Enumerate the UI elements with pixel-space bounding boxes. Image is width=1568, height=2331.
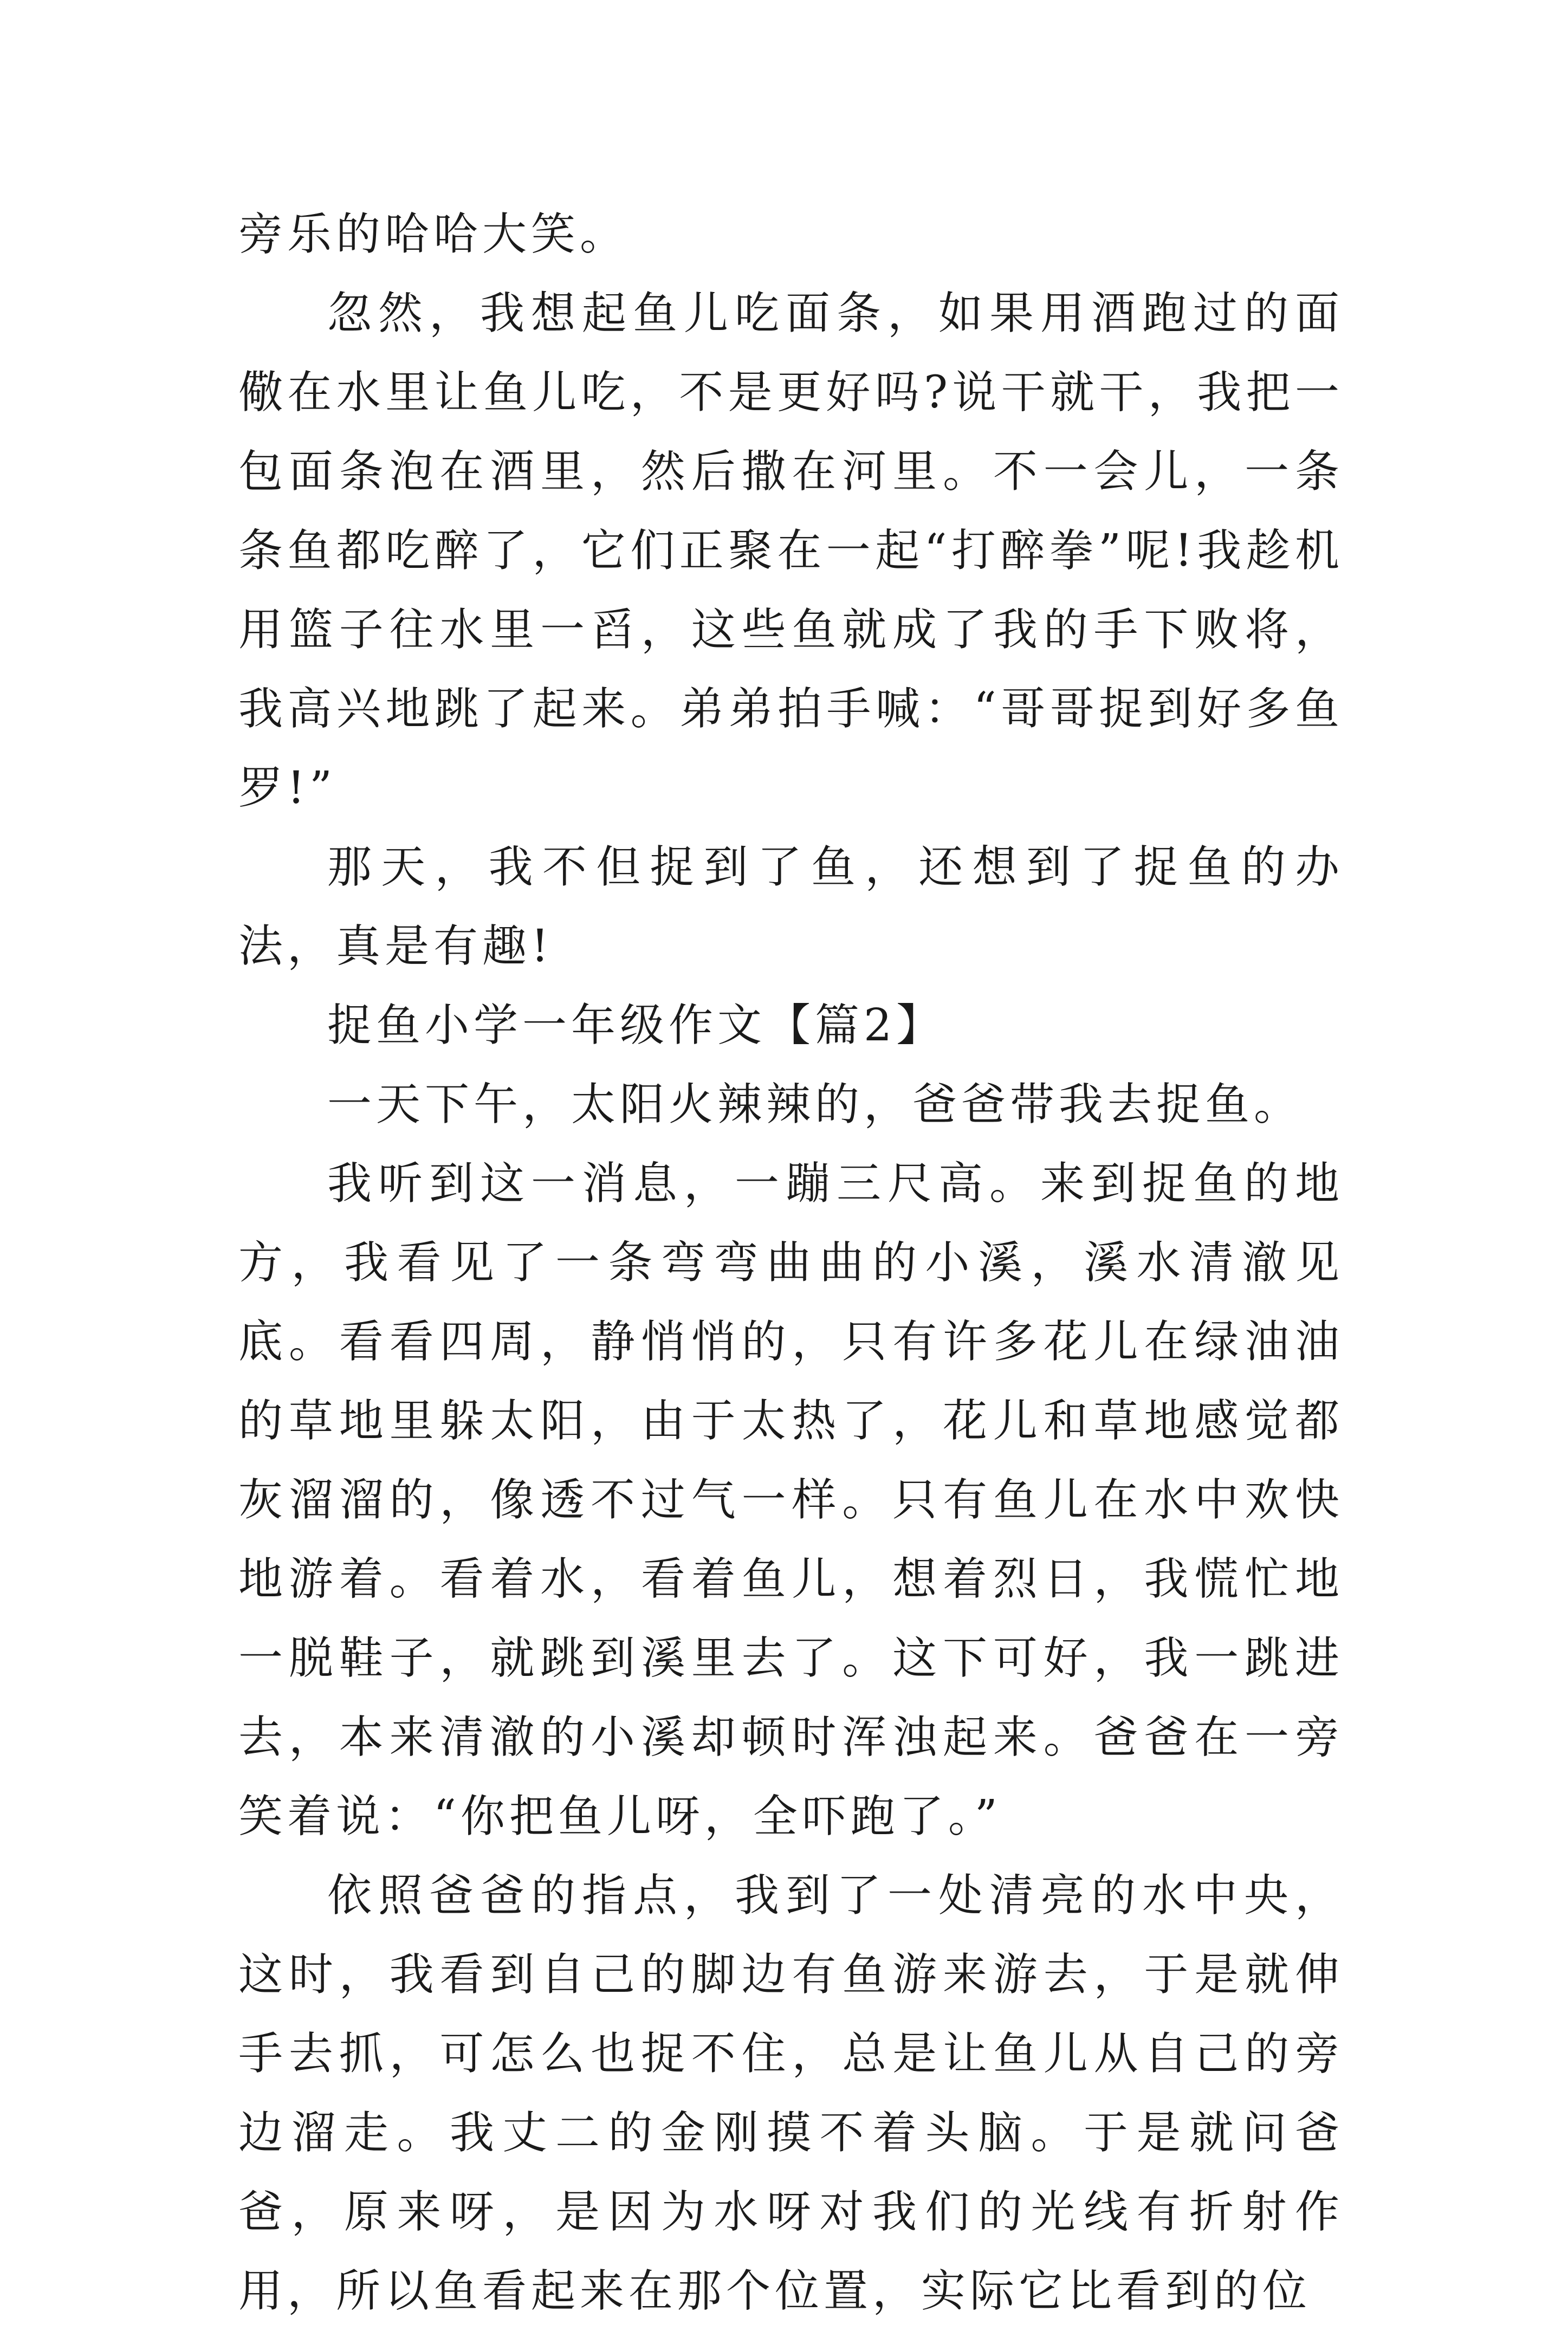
paragraph-drunk-fish: 忽然，我想起鱼儿吃面条，如果用酒跑过的面儆在水里让鱼儿吃，不是更好吗?说干就干，我把一包面条泡在酒里，然后撒在河里。不一会儿，一条条鱼都吃醉了，它们正聚在一起“打醉拳”呢!我趁机用篮子往水里一舀，这些鱼就成了我的手下败将，我高兴地跳了起来。弟弟拍手喊：“哥哥捉到好多鱼罗!” (238, 288, 1344, 814)
document-body (238, 195, 1344, 2331)
section-heading: 捉鱼小学一年级作文【篇2】 (327, 1000, 945, 1051)
paragraph-refraction: 依照爸爸的指点，我到了一处清亮的水中央，这时，我看到自己的脚边有鱼游来游去，于是就伸手去抓，可怎么也捉不住，总是让鱼儿从自己的旁边溜走。我丈二的金刚摸不着头脑。于是就问爸爸，原来呀，是因为水呀对我们的光线有折射作用，所以鱼看起来在那个位置，实际它比看到的位 (238, 1870, 1344, 2317)
paragraph-afternoon: 一天下午，太阳火辣辣的，爸爸带我去捉鱼。 (327, 1079, 1303, 1130)
paragraph-stream: 我听到这一消息，一蹦三尺高。来到捉鱼的地方，我看见了一条弯弯曲曲的小溪，溪水清澈见底。看看四周，静悄悄的，只有许多花儿在绿油油的草地里躲太阳，由于太热了，花儿和草地感觉都灰溜溜的，像透不过气一样。只有鱼儿在水中欢快地游着。看着水，看着鱼儿，想着烈日，我慌忙地一脱鞋子，就跳到溪里去了。这下可好，我一跳进去，本来清澈的小溪却顿时浑浊起来。爸爸在一旁笑着说：“你把鱼儿呀，全吓跑了。” (238, 1158, 1344, 1842)
paragraph-continuation: 旁乐的哈哈大笑。 (238, 209, 629, 260)
paragraph-conclusion: 那天，我不但捉到了鱼，还想到了捉鱼的办法，真是有趣! (238, 841, 1344, 972)
